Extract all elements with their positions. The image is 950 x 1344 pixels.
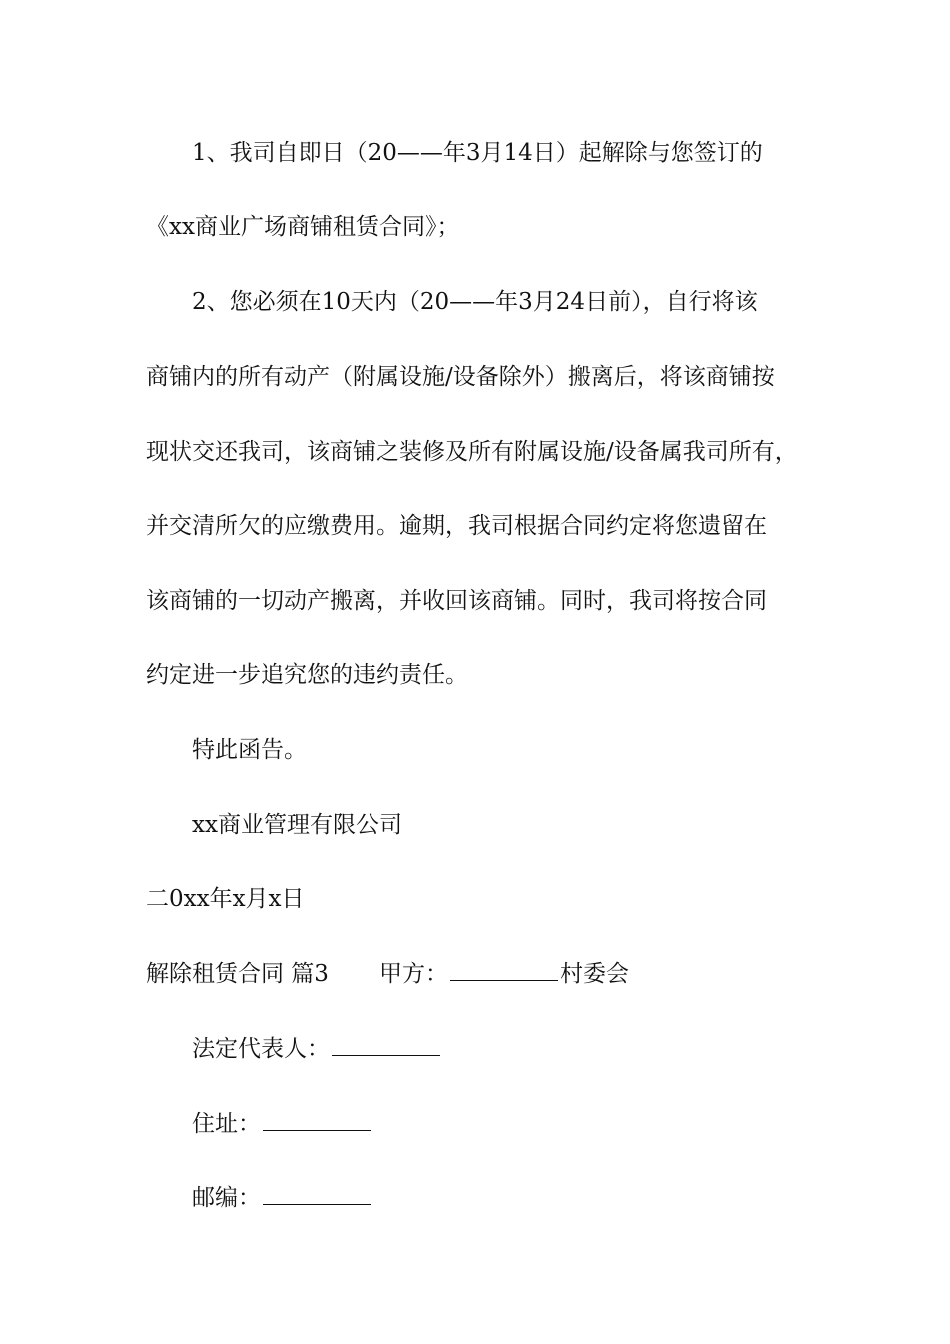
contract-title: 解除租赁合同 篇3 [146,961,329,987]
paragraph-2-line-6: 约定进一步追究您的违约责任。 [146,662,468,688]
paragraph-2-line-1: 2、您必须在10天内（20——年3月24日前），自行将该 [192,289,758,315]
paragraph-2-line-4: 并交清所欠的应缴费用。逾期，我司根据合同约定将您遗留在 [146,513,767,539]
closing-remark: 特此函告。 [192,737,307,763]
company-signature: xx商业管理有限公司 [192,812,402,838]
postcode-blank [263,1203,371,1205]
legal-rep-blank [332,1054,440,1056]
address-line [0,1109,950,1139]
paragraph-2-line-2: 商铺内的所有动产（附属设施/设备除外）搬离后，将该商铺按 [146,364,775,390]
paragraph-1-line-1: 1、我司自即日（20——年3月14日）起解除与您签订的 [192,140,763,166]
legal-rep-line [0,1034,950,1064]
legal-rep-label: 法定代表人： [192,1036,330,1062]
postcode-line [0,1183,950,1213]
signature-date: 二0xx年x月x日 [146,886,305,912]
party-a-blank [450,979,558,981]
party-a-suffix: 村委会 [559,961,629,987]
party-a-label: 甲方： [378,961,448,987]
paragraph-1-line-2: 《xx商业广场商铺租赁合同》； [146,214,460,240]
address-label: 住址： [192,1111,261,1137]
contract-heading-line [0,959,950,989]
address-blank [263,1129,371,1131]
paragraph-2-line-3: 现状交还我司，该商铺之装修及所有附属设施/设备属我司所有， [146,439,798,465]
postcode-label: 邮编： [192,1185,261,1211]
paragraph-2-line-5: 该商铺的一切动产搬离，并收回该商铺。同时，我司将按合同 [146,588,767,614]
